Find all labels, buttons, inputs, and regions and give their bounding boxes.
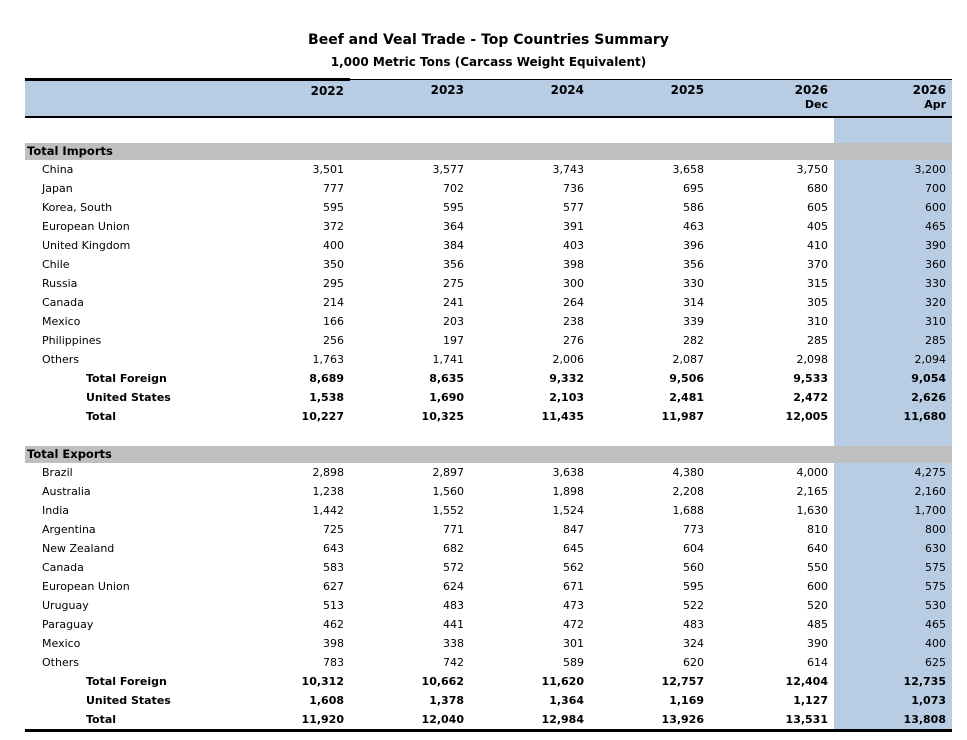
value-cell: 3,638: [552, 466, 584, 479]
value-cell: 695: [683, 182, 704, 195]
table-row: [25, 539, 952, 558]
value-cell: 680: [807, 182, 828, 195]
value-cell: 360: [834, 255, 952, 274]
value-cell: 1,630: [796, 504, 828, 517]
value-cell: 1,690: [429, 391, 464, 404]
table-row: [25, 482, 952, 501]
value-cell: 305: [807, 296, 828, 309]
value-cell: 12,005: [785, 410, 828, 423]
value-cell: 1,238: [312, 485, 344, 498]
value-cell: 390: [834, 236, 952, 255]
value-cell: 11,987: [661, 410, 704, 423]
section-row: [25, 446, 952, 463]
value-cell: 463: [683, 220, 704, 233]
value-cell: 275: [443, 277, 464, 290]
value-cell: 4,000: [796, 466, 828, 479]
value-cell: 13,531: [785, 713, 828, 726]
value-cell: 595: [443, 201, 464, 214]
value-cell: 2,897: [432, 466, 464, 479]
row-label: New Zealand: [42, 542, 115, 555]
value-cell: 9,506: [669, 372, 704, 385]
value-cell: 800: [834, 520, 952, 539]
value-cell: 2,626: [834, 388, 952, 407]
row-label: Total Foreign: [86, 372, 167, 385]
row-label: Brazil: [42, 466, 73, 479]
value-cell: 2,103: [549, 391, 584, 404]
value-cell: 604: [683, 542, 704, 555]
value-cell: 1,127: [793, 694, 828, 707]
value-cell: 560: [683, 561, 704, 574]
value-cell: 583: [323, 561, 344, 574]
value-cell: 1,552: [432, 504, 464, 517]
value-cell: 810: [807, 523, 828, 536]
value-cell: 11,920: [301, 713, 344, 726]
value-cell: 2,472: [793, 391, 828, 404]
value-cell: 595: [323, 201, 344, 214]
value-cell: 384: [443, 239, 464, 252]
table-row: [25, 350, 952, 369]
report-subtitle: 1,000 Metric Tons (Carcass Weight Equivalent): [330, 55, 647, 69]
value-cell: 682: [443, 542, 464, 555]
value-cell: 485: [807, 618, 828, 631]
value-cell: 520: [807, 599, 828, 612]
row-label: Philippines: [42, 334, 102, 347]
value-cell: 2,208: [672, 485, 704, 498]
value-cell: 11,680: [834, 407, 952, 426]
table-row: [25, 710, 952, 731]
value-cell: 3,750: [796, 163, 828, 176]
value-cell: 364: [443, 220, 464, 233]
value-cell: 4,380: [672, 466, 704, 479]
value-cell: 370: [807, 258, 828, 271]
table-row: [25, 388, 952, 407]
value-cell: 256: [323, 334, 344, 347]
value-cell: 2,098: [796, 353, 828, 366]
value-cell: 330: [834, 274, 952, 293]
table-row: [25, 312, 952, 331]
value-cell: 3,743: [552, 163, 584, 176]
value-cell: 1,741: [432, 353, 464, 366]
value-cell: 238: [563, 315, 584, 328]
value-cell: 472: [563, 618, 584, 631]
row-label: Australia: [42, 485, 91, 498]
value-cell: 295: [323, 277, 344, 290]
table-row: [25, 274, 952, 293]
report-header: [25, 30, 952, 72]
spacer-row: [25, 117, 952, 143]
value-cell: 396: [683, 239, 704, 252]
value-cell: 725: [323, 523, 344, 536]
highlight-spacer-cell: [834, 117, 952, 143]
section-label: Total Exports: [25, 446, 952, 463]
value-cell: 300: [563, 277, 584, 290]
value-cell: 462: [323, 618, 344, 631]
value-cell: 350: [323, 258, 344, 271]
value-cell: 314: [683, 296, 704, 309]
table-row: [25, 520, 952, 539]
value-cell: 1,560: [432, 485, 464, 498]
value-cell: 197: [443, 334, 464, 347]
value-cell: 522: [683, 599, 704, 612]
value-cell: 324: [683, 637, 704, 650]
value-cell: 530: [834, 596, 952, 615]
value-cell: 595: [683, 580, 704, 593]
value-cell: 166: [323, 315, 344, 328]
value-cell: 3,658: [672, 163, 704, 176]
spacer-cell: [25, 426, 834, 446]
value-cell: 391: [563, 220, 584, 233]
value-cell: 2,898: [312, 466, 344, 479]
value-cell: 285: [834, 331, 952, 350]
value-cell: 1,442: [312, 504, 344, 517]
col-header-2026-dec: 2026 Dec: [710, 80, 834, 118]
value-cell: 742: [443, 656, 464, 669]
row-label: Canada: [42, 561, 84, 574]
row-label: China: [42, 163, 74, 176]
value-cell: 8,689: [309, 372, 344, 385]
value-cell: 214: [323, 296, 344, 309]
value-cell: 643: [323, 542, 344, 555]
value-cell: 1,763: [312, 353, 344, 366]
table-row: [25, 634, 952, 653]
value-cell: 10,325: [421, 410, 464, 423]
value-cell: 12,404: [785, 675, 828, 688]
value-cell: 589: [563, 656, 584, 669]
value-cell: 1,608: [309, 694, 344, 707]
value-cell: 605: [807, 201, 828, 214]
value-cell: 403: [563, 239, 584, 252]
table-row: [25, 217, 952, 236]
value-cell: 465: [834, 217, 952, 236]
table-row: [25, 577, 952, 596]
value-cell: 473: [563, 599, 584, 612]
value-cell: 9,054: [834, 369, 952, 388]
row-label: Chile: [42, 258, 70, 271]
value-cell: 301: [563, 637, 584, 650]
table-row: [25, 407, 952, 426]
table-row: [25, 672, 952, 691]
value-cell: 338: [443, 637, 464, 650]
value-cell: 736: [563, 182, 584, 195]
value-cell: 2,087: [672, 353, 704, 366]
row-label: Japan: [42, 182, 73, 195]
value-cell: 624: [443, 580, 464, 593]
table-row: [25, 615, 952, 634]
value-cell: 398: [563, 258, 584, 271]
value-cell: 276: [563, 334, 584, 347]
value-cell: 285: [807, 334, 828, 347]
value-cell: 2,165: [796, 485, 828, 498]
value-cell: 410: [807, 239, 828, 252]
table-row: [25, 236, 952, 255]
row-label: United States: [86, 694, 171, 707]
value-cell: 8,635: [429, 372, 464, 385]
value-cell: 203: [443, 315, 464, 328]
value-cell: 10,227: [301, 410, 344, 423]
value-cell: 700: [834, 179, 952, 198]
value-cell: 483: [683, 618, 704, 631]
row-label: Others: [42, 353, 79, 366]
value-cell: 671: [563, 580, 584, 593]
value-cell: 3,577: [432, 163, 464, 176]
value-cell: 1,378: [429, 694, 464, 707]
value-cell: 2,160: [834, 482, 952, 501]
value-cell: 241: [443, 296, 464, 309]
value-cell: 777: [323, 182, 344, 195]
value-cell: 783: [323, 656, 344, 669]
value-cell: 575: [834, 577, 952, 596]
table-row: [25, 179, 952, 198]
value-cell: 9,332: [549, 372, 584, 385]
value-cell: 577: [563, 201, 584, 214]
row-label: European Union: [42, 580, 130, 593]
row-label: Korea, South: [42, 201, 113, 214]
row-label: Russia: [42, 277, 78, 290]
col-header-2023: 2023: [350, 80, 470, 118]
value-cell: 12,757: [661, 675, 704, 688]
value-cell: 315: [807, 277, 828, 290]
value-cell: 1,524: [552, 504, 584, 517]
value-cell: 600: [834, 198, 952, 217]
value-cell: 282: [683, 334, 704, 347]
spacer-row: [25, 426, 952, 446]
value-cell: 773: [683, 523, 704, 536]
value-cell: 465: [834, 615, 952, 634]
value-cell: 2,006: [552, 353, 584, 366]
table-row: [25, 160, 952, 179]
value-cell: 405: [807, 220, 828, 233]
value-cell: 398: [323, 637, 344, 650]
value-cell: 627: [323, 580, 344, 593]
row-label: Total: [86, 410, 117, 423]
value-cell: 513: [323, 599, 344, 612]
table-row: [25, 596, 952, 615]
row-label: Others: [42, 656, 79, 669]
table-row: [25, 198, 952, 217]
row-label: Uruguay: [42, 599, 89, 612]
value-cell: 372: [323, 220, 344, 233]
label-column-header: [25, 80, 230, 118]
row-label: Total Foreign: [86, 675, 167, 688]
table-row: [25, 558, 952, 577]
value-cell: 310: [807, 315, 828, 328]
table-row: [25, 369, 952, 388]
value-cell: 12,040: [421, 713, 464, 726]
value-cell: 339: [683, 315, 704, 328]
value-cell: 330: [683, 277, 704, 290]
value-cell: 575: [834, 558, 952, 577]
value-cell: 11,435: [541, 410, 584, 423]
value-cell: 356: [443, 258, 464, 271]
value-cell: 1,073: [834, 691, 952, 710]
row-label: United States: [86, 391, 171, 404]
col-header-2022: 2022: [230, 80, 350, 118]
value-cell: 600: [807, 580, 828, 593]
value-cell: 614: [807, 656, 828, 669]
table-row: [25, 331, 952, 350]
table-row: [25, 691, 952, 710]
row-label: Paraguay: [42, 618, 94, 631]
value-cell: 771: [443, 523, 464, 536]
value-cell: 620: [683, 656, 704, 669]
table-row: [25, 293, 952, 312]
value-cell: 640: [807, 542, 828, 555]
value-cell: 310: [834, 312, 952, 331]
value-cell: 3,200: [834, 160, 952, 179]
value-cell: 9,533: [793, 372, 828, 385]
section-label: Total Imports: [25, 143, 952, 160]
value-cell: 702: [443, 182, 464, 195]
value-cell: 356: [683, 258, 704, 271]
value-cell: 400: [834, 634, 952, 653]
value-cell: 1,364: [549, 694, 584, 707]
row-label: United Kingdom: [42, 239, 131, 252]
value-cell: 4,275: [834, 463, 952, 482]
row-label: Total: [86, 713, 117, 726]
value-cell: 550: [807, 561, 828, 574]
value-cell: 625: [834, 653, 952, 672]
value-cell: 264: [563, 296, 584, 309]
value-cell: 1,538: [309, 391, 344, 404]
value-cell: 10,312: [301, 675, 344, 688]
value-cell: 586: [683, 201, 704, 214]
value-cell: 1,169: [669, 694, 704, 707]
value-cell: 13,926: [661, 713, 704, 726]
row-label: Mexico: [42, 637, 81, 650]
value-cell: 572: [443, 561, 464, 574]
year-header-row: [25, 80, 952, 118]
trade-table: [25, 78, 952, 732]
value-cell: 2,481: [669, 391, 704, 404]
highlight-spacer-cell: [834, 426, 952, 446]
value-cell: 11,620: [541, 675, 584, 688]
value-cell: 12,984: [541, 713, 584, 726]
col-header-2025: 2025: [590, 80, 710, 118]
value-cell: 562: [563, 561, 584, 574]
section-row: [25, 143, 952, 160]
spacer-cell: [25, 117, 834, 143]
value-cell: 483: [443, 599, 464, 612]
row-label: European Union: [42, 220, 130, 233]
value-cell: 13,808: [834, 710, 952, 731]
table-row: [25, 255, 952, 274]
value-cell: 847: [563, 523, 584, 536]
value-cell: 441: [443, 618, 464, 631]
table-row: [25, 463, 952, 482]
value-cell: 1,688: [672, 504, 704, 517]
row-label: Mexico: [42, 315, 81, 328]
col-header-2026-apr: 2026 Apr: [834, 80, 952, 118]
value-cell: 2,094: [834, 350, 952, 369]
value-cell: 1,898: [552, 485, 584, 498]
report-title: Beef and Veal Trade - Top Countries Summary: [308, 32, 669, 48]
value-cell: 1,700: [834, 501, 952, 520]
value-cell: 12,735: [834, 672, 952, 691]
row-label: India: [42, 504, 69, 517]
value-cell: 10,662: [421, 675, 464, 688]
value-cell: 390: [807, 637, 828, 650]
col-header-2024: 2024: [470, 80, 590, 118]
row-label: Argentina: [42, 523, 96, 536]
value-cell: 3,501: [312, 163, 344, 176]
table-row: [25, 653, 952, 672]
value-cell: 400: [323, 239, 344, 252]
table-row: [25, 501, 952, 520]
value-cell: 630: [834, 539, 952, 558]
row-label: Canada: [42, 296, 84, 309]
value-cell: 645: [563, 542, 584, 555]
value-cell: 320: [834, 293, 952, 312]
